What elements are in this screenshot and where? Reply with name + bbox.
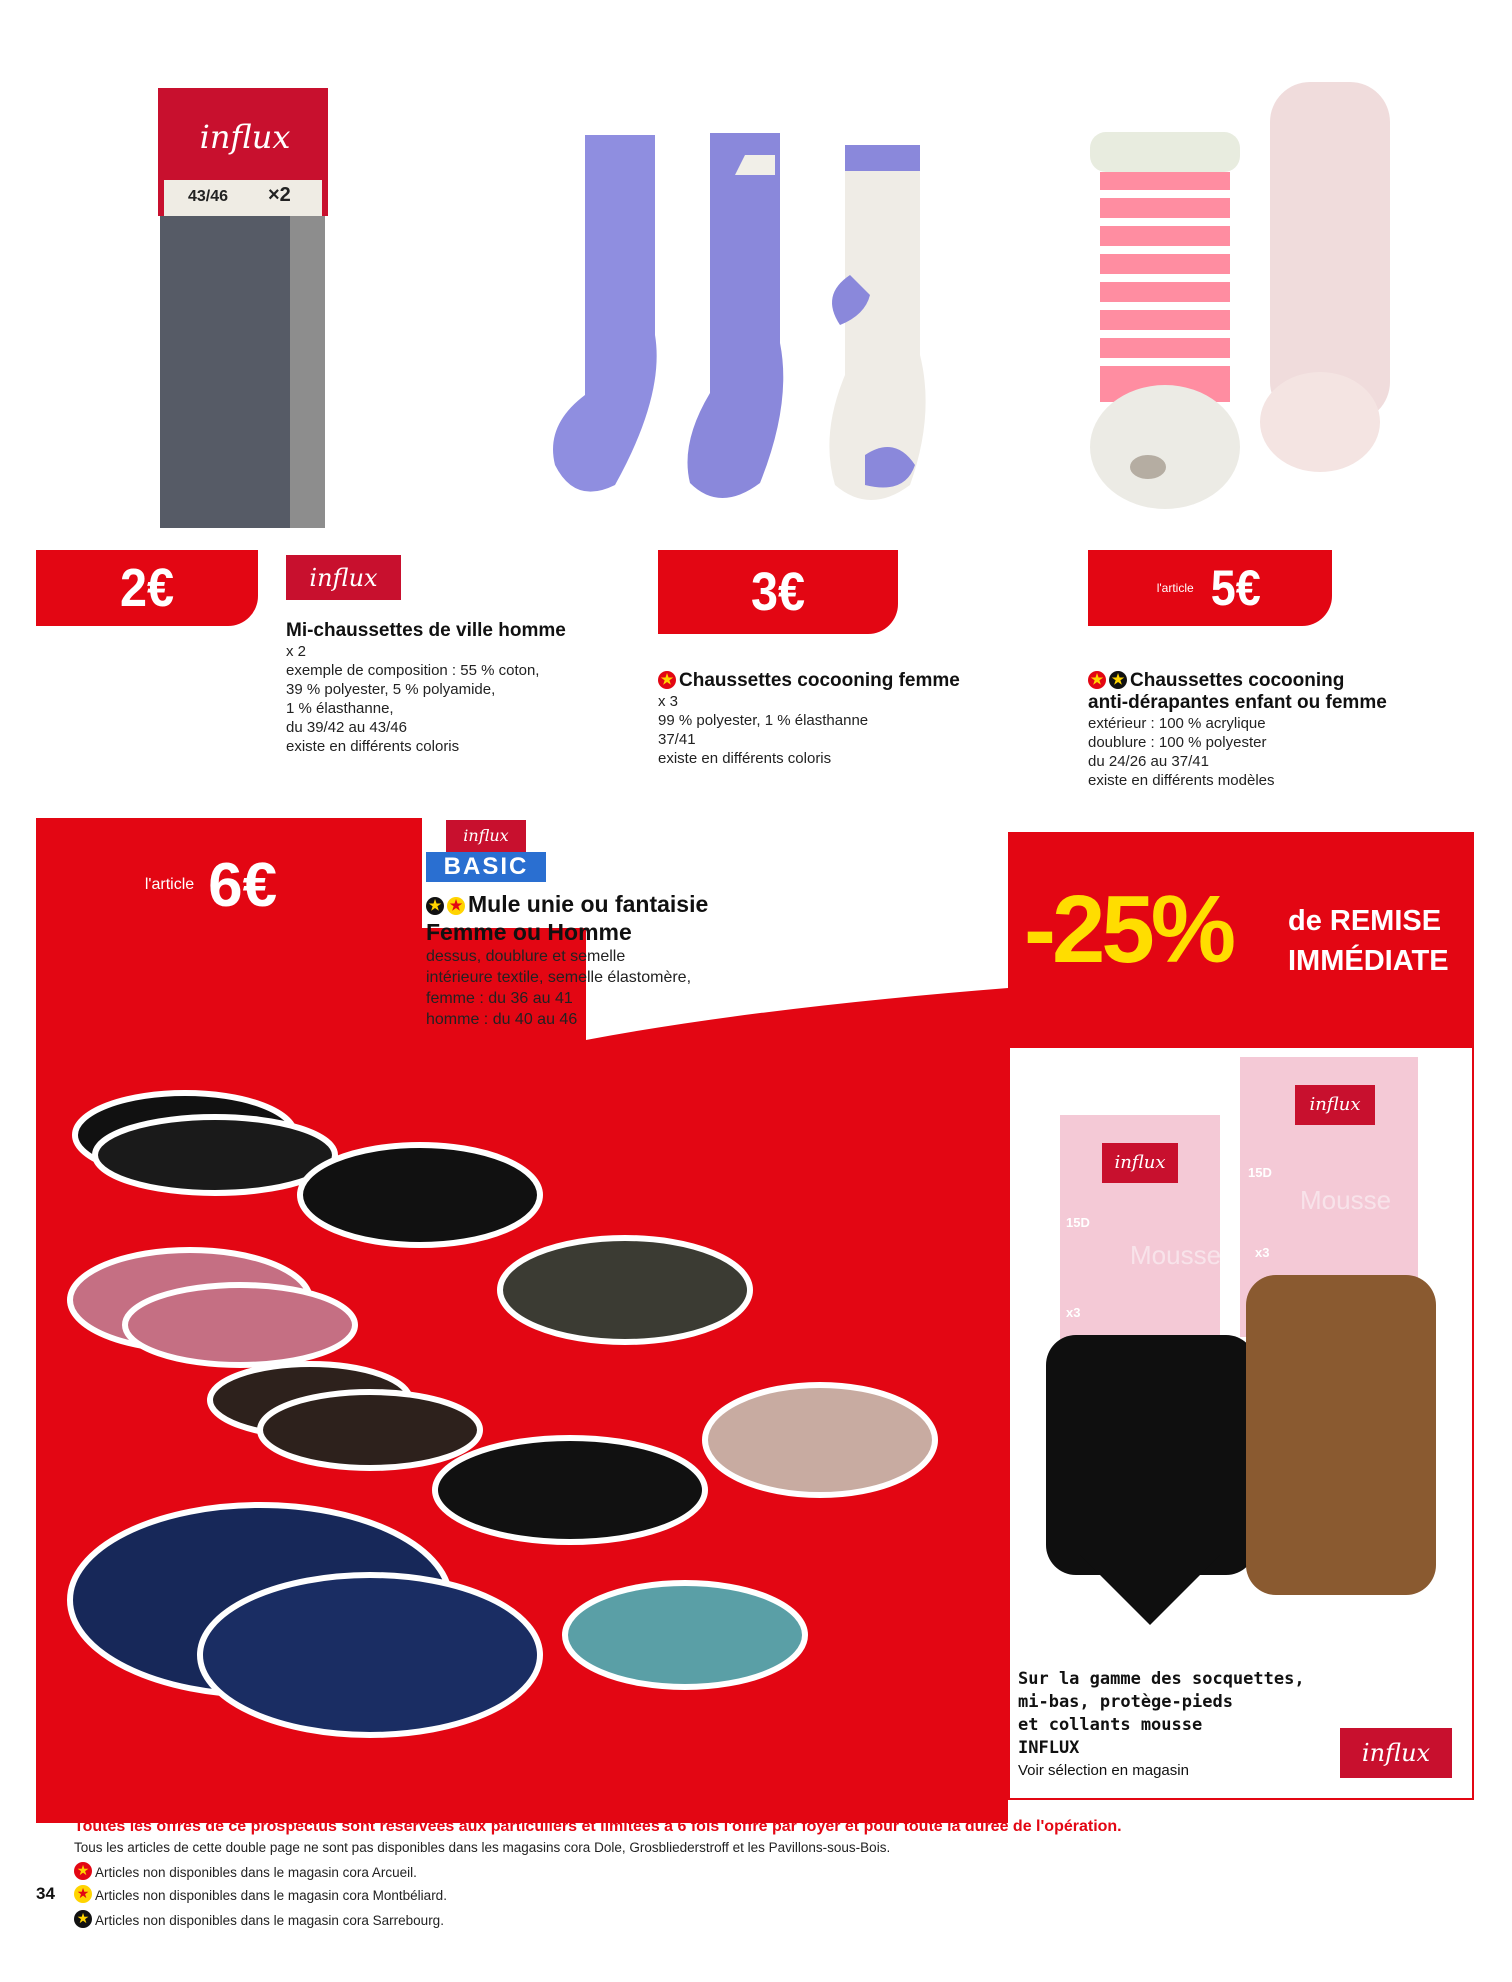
- product-detail: 39 % polyester, 5 % polyamide,: [286, 681, 496, 698]
- mules-image: [40, 1060, 980, 1760]
- influx-logo: influx: [199, 118, 291, 156]
- tights-denier-label: 15D: [1066, 1215, 1090, 1230]
- product-detail: intérieure textile, semelle élastomère,: [426, 969, 692, 986]
- product-title-line2: Femme ou Homme: [426, 919, 632, 945]
- footer-note: ★Articles non disponibles dans le magasin cora Sarrebourg.: [74, 1910, 444, 1928]
- product-title: Chaussettes cocooning femme: [679, 670, 960, 691]
- tights-count-label: x3: [1066, 1305, 1081, 1320]
- promo-desc-line: INFLUX: [1018, 1738, 1080, 1758]
- product-detail: exemple de composition : 55 % coton,: [286, 662, 540, 679]
- pack-size-label: 43/46: [188, 188, 229, 205]
- product-detail: dessus, doublure et semelle: [426, 948, 626, 965]
- product-detail: homme : du 40 au 46: [426, 1011, 578, 1028]
- footer-note: ★Articles non disponibles dans le magasin cora Arcueil.: [74, 1862, 417, 1880]
- product-title-line1: Mule unie ou fantaisie: [468, 891, 709, 917]
- product-info-socks-cocooning: [658, 670, 988, 768]
- promo-note: Voir sélection en magasin: [1018, 1762, 1189, 1779]
- star-red-icon: [658, 671, 676, 689]
- promo-description: [1018, 1668, 1318, 1782]
- basic-label: BASIC: [426, 852, 546, 882]
- price-tag-socks-antislip: [1088, 550, 1332, 626]
- socks-man-image: [150, 88, 360, 538]
- product-detail: 37/41: [658, 731, 696, 748]
- product-detail: du 39/42 au 43/46: [286, 719, 407, 736]
- product-detail: existe en différents coloris: [286, 738, 460, 755]
- footer-headline: Toutes les offres de ce prospectus sont réservées aux particuliers et limitées à 6 fois l'offre par foyer et pour toute la durée de l'opération.: [74, 1818, 1122, 1835]
- star-black-icon: [1109, 671, 1127, 689]
- promo-desc-line: et collants mousse: [1018, 1715, 1203, 1735]
- product-detail: extérieur : 100 % acrylique: [1088, 715, 1266, 732]
- product-info-mules: [426, 890, 886, 1030]
- mules-price: [36, 840, 386, 930]
- product-title-line2: anti-dérapantes enfant ou femme: [1088, 692, 1387, 713]
- influx-logo: influx: [1114, 1152, 1166, 1173]
- influx-logo: influx: [1361, 1739, 1431, 1767]
- product-detail: existe en différents modèles: [1088, 772, 1275, 789]
- product-info-socks-antislip: [1088, 670, 1468, 790]
- product-title-line1: Chaussettes cocooning: [1130, 670, 1345, 691]
- product-title: Mi-chaussettes de ville homme: [286, 620, 566, 641]
- price: 2€: [119, 558, 175, 618]
- product-detail: femme : du 36 au 41: [426, 990, 573, 1007]
- product-detail: doublure : 100 % polyester: [1088, 734, 1267, 751]
- tights-count-label: x3: [1255, 1245, 1270, 1260]
- pack-count-label: ×2: [268, 184, 291, 206]
- promo-desc-line: Sur la gamme des socquettes,: [1018, 1669, 1305, 1689]
- footer-note: ★Articles non disponibles dans le magasin cora Montbéliard.: [74, 1885, 447, 1903]
- tights-model-label: Mousse: [1130, 1240, 1222, 1270]
- price-prefix: l'article: [144, 876, 195, 893]
- price-prefix: l'article: [1156, 581, 1194, 595]
- influx-logo: influx: [446, 820, 526, 852]
- star-red-icon: [1088, 671, 1106, 689]
- promo-line2: IMMÉDIATE: [1288, 945, 1449, 977]
- price: 3€: [750, 562, 806, 622]
- product-detail: 99 % polyester, 1 % élasthanne: [658, 712, 869, 729]
- socks-cocooning-image: [545, 125, 995, 525]
- price-tag-socks-cocooning: [658, 550, 898, 634]
- product-detail: x 2: [286, 643, 307, 660]
- influx-logo: influx: [309, 563, 378, 592]
- product-detail: existe en différents coloris: [658, 750, 832, 767]
- star-yellow-icon: [447, 897, 465, 915]
- tights-image: [1040, 1055, 1440, 1625]
- promo-percent: -25%: [1024, 876, 1233, 983]
- product-detail: du 24/26 au 37/41: [1088, 753, 1209, 770]
- product-detail: 1 % élasthanne,: [286, 700, 394, 717]
- promo-desc-line: mi-bas, protège-pieds: [1018, 1692, 1233, 1712]
- footer-subline: Tous les articles de cette double page ne sont pas disponibles dans les magasins cora Dole, Grosbliederstroff et les Pavillons-sous-Bois.: [74, 1840, 891, 1855]
- star-black-icon: [74, 1910, 92, 1928]
- basic-logo: [426, 820, 546, 886]
- promo-line1: de REMISE: [1288, 905, 1442, 937]
- page-number: 34: [36, 1884, 55, 1903]
- price: 6€: [208, 850, 278, 920]
- socks-antislip-image: [1080, 72, 1420, 522]
- star-yellow-icon: [74, 1885, 92, 1903]
- tights-denier-label: 15D: [1248, 1165, 1272, 1180]
- star-red-icon: [74, 1862, 92, 1880]
- influx-brand-box: [1340, 1728, 1452, 1778]
- influx-brand-box: [286, 555, 401, 600]
- price: 5€: [1210, 560, 1261, 616]
- star-black-icon: [426, 897, 444, 915]
- price-tag-socks-man: [36, 550, 258, 626]
- tights-model-label: Mousse: [1300, 1185, 1392, 1215]
- influx-logo: influx: [1309, 1094, 1361, 1115]
- product-detail: x 3: [658, 693, 679, 710]
- product-info-socks-man: [286, 620, 616, 756]
